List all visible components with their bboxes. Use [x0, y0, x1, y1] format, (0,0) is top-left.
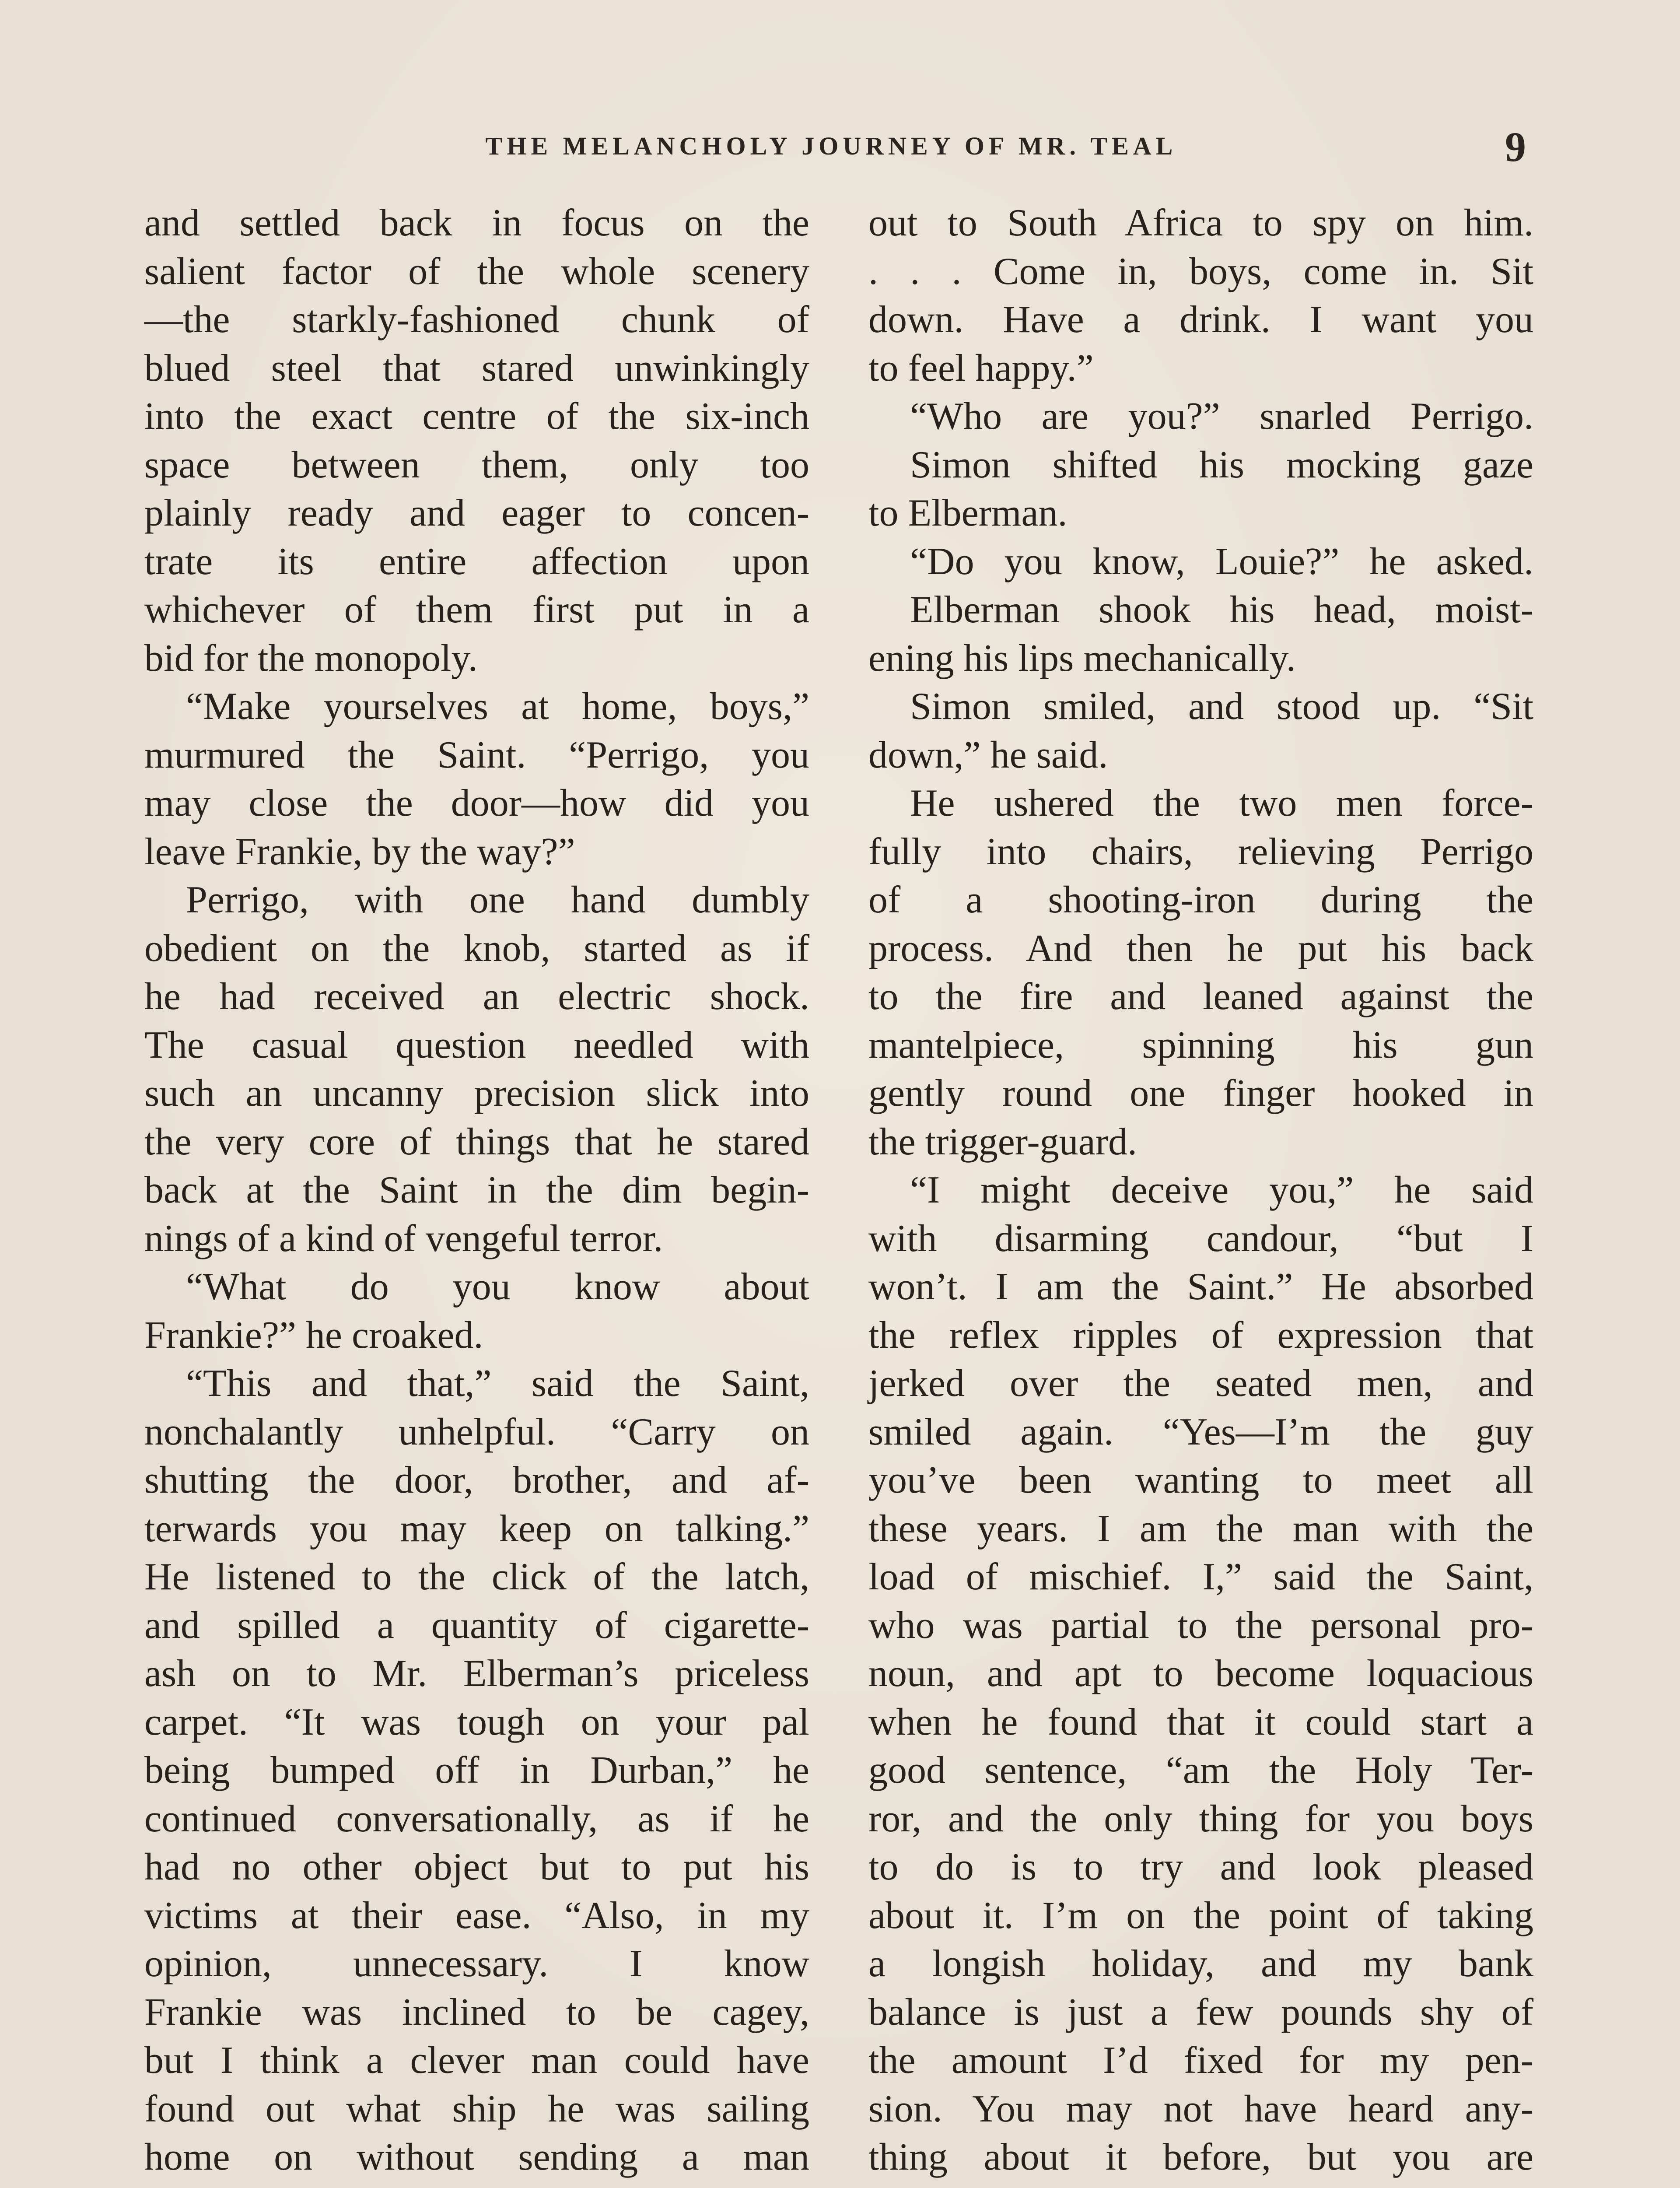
text-line: these years. I am the man with the [868, 1507, 1533, 1550]
text-line: thing about it before, but you are [868, 2136, 1533, 2178]
text-line: when he found that it could start a [868, 1701, 1533, 1743]
text-line: opinion, unnecessary. I know [144, 1943, 809, 1985]
text-line: of a shooting-iron during the [868, 879, 1533, 921]
text-line: about it. I’m on the point of taking [868, 1894, 1533, 1937]
text-line: found out what ship he was sailing [144, 2087, 809, 2130]
text-line: the reflex ripples of expression that [868, 1314, 1533, 1357]
text-line: load of mischief. I,” said the Saint, [868, 1556, 1533, 1598]
text-line: to feel happy.” [868, 347, 1094, 389]
text-line: leave Frankie, by the way?” [144, 830, 575, 873]
text-line: may close the door—how did you [144, 782, 809, 824]
text-line: had no other object but to put his [144, 1846, 809, 1888]
text-line: space between them, only too [144, 443, 809, 486]
text-line: ash on to Mr. Elberman’s priceless [144, 1652, 809, 1695]
text-line: jerked over the seated men, and [868, 1362, 1533, 1405]
text-line: down. Have a drink. I want you [868, 298, 1533, 341]
text-line: “Who are you?” snarled Perrigo. [910, 395, 1533, 438]
text-line: such an uncanny precision slick into [144, 1072, 809, 1115]
text-line: “This and that,” said the Saint, [186, 1362, 809, 1405]
text-line: —the starkly-fashioned chunk of [144, 298, 809, 341]
text-line: the trigger-guard. [868, 1120, 1137, 1163]
text-line: ror, and the only thing for you boys [868, 1797, 1533, 1840]
text-line: out to South Africa to spy on him. [868, 202, 1533, 244]
text-line: to do is to try and look pleased [868, 1846, 1533, 1888]
text-line: He ushered the two men force- [910, 782, 1533, 824]
text-line: continued conversationally, as if he [144, 1797, 809, 1840]
text-line: “What do you know about [186, 1266, 809, 1308]
text-line: nonchalantly unhelpful. “Carry on [144, 1410, 809, 1453]
text-line: process. And then he put his back [868, 927, 1533, 970]
text-line: victims at their ease. “Also, in my [144, 1894, 809, 1937]
text-line: a longish holiday, and my bank [868, 1943, 1533, 1985]
text-line: “Make yourselves at home, boys,” [186, 685, 809, 728]
text-line: murmured the Saint. “Perrigo, you [144, 733, 809, 776]
text-line: “I might deceive you,” he said [910, 1169, 1533, 1211]
text-line: mantelpiece, spinning his gun [868, 1024, 1533, 1066]
text-line: the amount I’d fixed for my pen- [868, 2039, 1533, 2082]
text-line: with disarming candour, “but I [868, 1217, 1533, 1260]
text-line: salient factor of the whole scenery [144, 250, 809, 293]
text-line: sion. You may not have heard any- [868, 2087, 1533, 2130]
text-line: being bumped off in Durban,” he [144, 1749, 809, 1792]
text-line: gently round one finger hooked in [868, 1072, 1533, 1115]
text-line: He listened to the click of the latch, [144, 1556, 809, 1598]
text-line: to the fire and leaned against the [868, 975, 1533, 1018]
text-line: Perrigo, with one hand dumbly [186, 879, 809, 921]
text-line: noun, and apt to become loquacious [868, 1652, 1533, 1695]
text-line: ening his lips mechanically. [868, 637, 1296, 680]
text-line: smiled again. “Yes—I’m the guy [868, 1410, 1533, 1453]
text-line: carpet. “It was tough on your pal [144, 1701, 809, 1743]
text-line: good sentence, “am the Holy Ter- [868, 1749, 1533, 1792]
right-text-column [868, 199, 1533, 2182]
left-text-column [144, 199, 809, 2182]
text-line: Elberman shook his head, moist- [910, 589, 1533, 631]
text-line: “Do you know, Louie?” he asked. [910, 540, 1533, 583]
text-line: who was partial to the personal pro- [868, 1604, 1533, 1647]
text-line: obedient on the knob, started as if [144, 927, 809, 970]
text-line: blued steel that stared unwinkingly [144, 347, 809, 389]
text-line: and settled back in focus on the [144, 202, 809, 244]
text-line: home on without sending a man [144, 2136, 809, 2178]
page-number: 9 [1505, 123, 1526, 170]
text-line: bid for the monopoly. [144, 637, 478, 680]
text-line: balance is just a few pounds shy of [868, 1991, 1533, 2034]
text-line: down,” he said. [868, 733, 1108, 776]
running-title: THE MELANCHOLY JOURNEY OF MR. TEAL [485, 132, 1177, 160]
text-line: terwards you may keep on talking.” [144, 1507, 809, 1550]
text-line: trate its entire affection upon [144, 540, 809, 583]
text-line: Simon smiled, and stood up. “Sit [910, 685, 1533, 728]
text-line: plainly ready and eager to concen- [144, 492, 809, 534]
text-line: the very core of things that he stared [144, 1120, 809, 1163]
text-line: but I think a clever man could have [144, 2039, 809, 2082]
text-line: Simon shifted his mocking gaze [910, 443, 1533, 486]
text-line: to Elberman. [868, 492, 1068, 534]
text-line: and spilled a quantity of cigarette- [144, 1604, 809, 1647]
text-line: Frankie was inclined to be cagey, [144, 1991, 809, 2034]
text-line: nings of a kind of vengeful terror. [144, 1217, 663, 1260]
text-line: fully into chairs, relieving Perrigo [868, 830, 1533, 873]
text-line: The casual question needled with [144, 1024, 809, 1066]
text-line: shutting the door, brother, and af- [144, 1459, 809, 1501]
text-line: Frankie?” he croaked. [144, 1314, 483, 1357]
text-line: he had received an electric shock. [144, 975, 809, 1018]
text-line: into the exact centre of the six-inch [144, 395, 809, 438]
text-line: you’ve been wanting to meet all [868, 1459, 1533, 1501]
text-line: won’t. I am the Saint.” He absorbed [868, 1266, 1533, 1308]
text-line: back at the Saint in the dim begin- [144, 1169, 809, 1211]
text-line: . . . Come in, boys, come in. Sit [868, 250, 1533, 293]
text-line: whichever of them first put in a [144, 589, 809, 631]
